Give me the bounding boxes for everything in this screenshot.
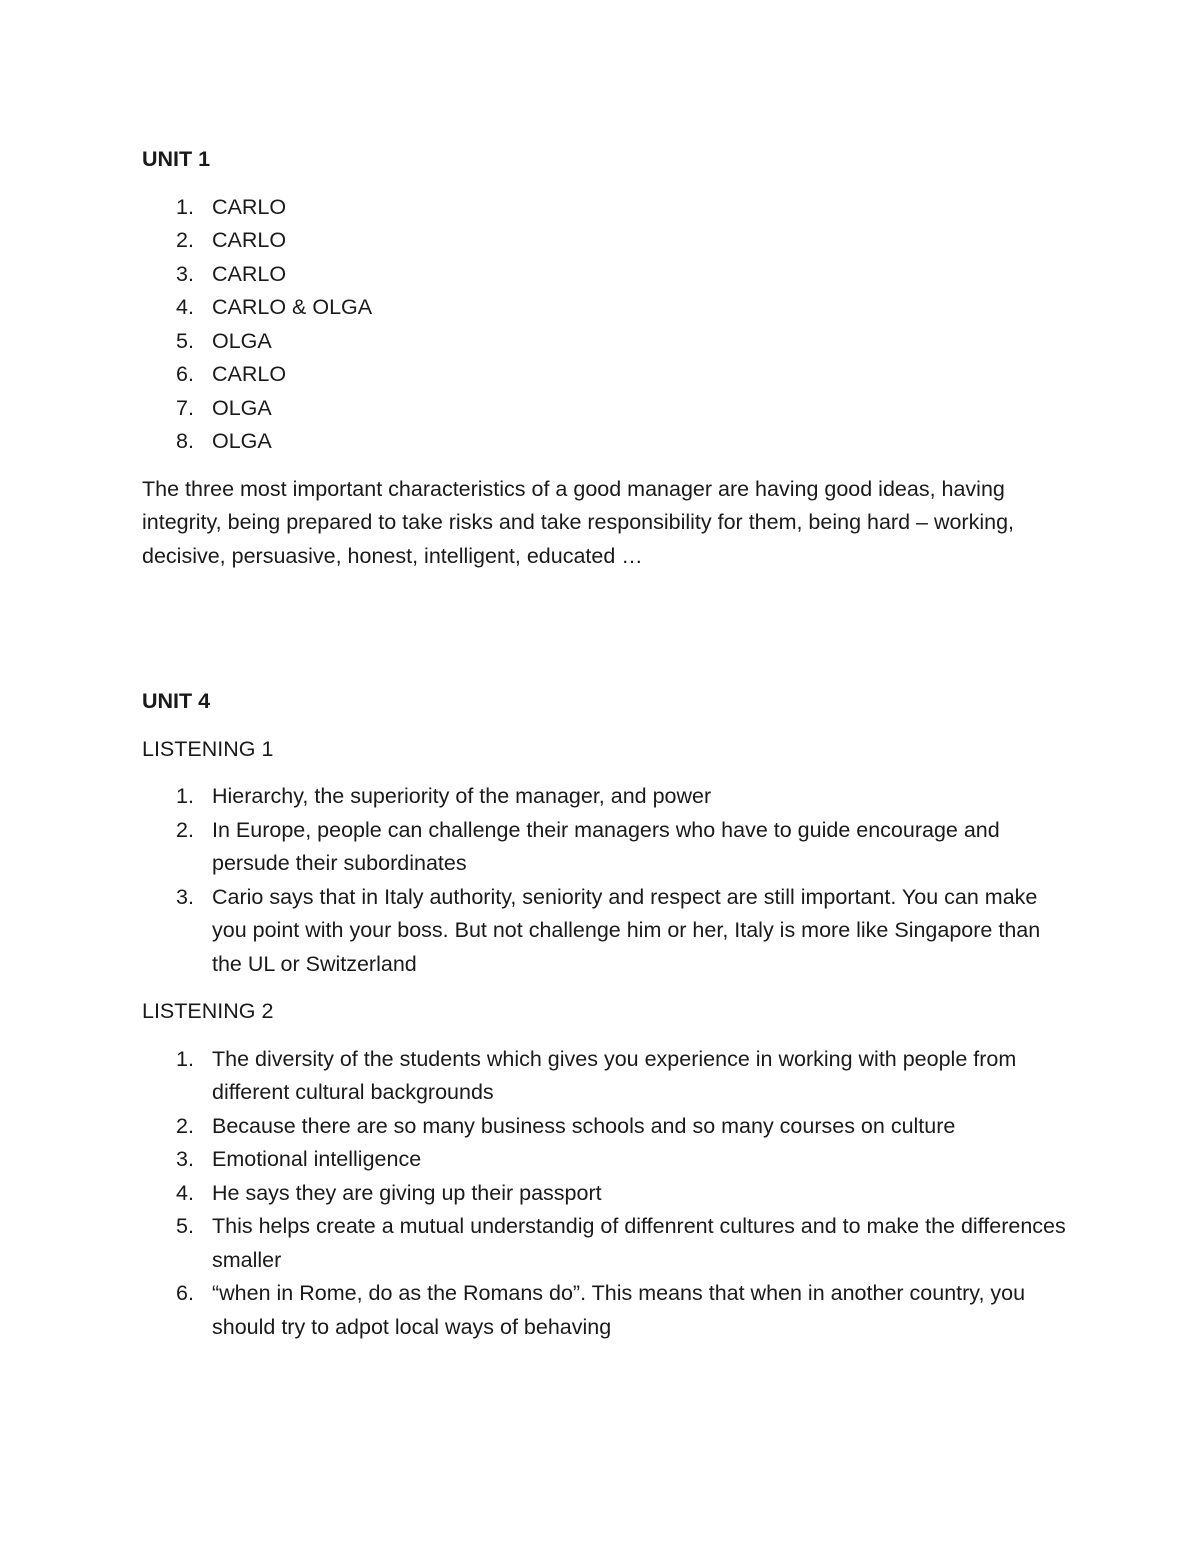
list-item	[142, 1210, 1072, 1277]
list-number: 6.	[176, 362, 194, 386]
list-item	[142, 258, 1072, 292]
list-text: “when in Rome, do as the Romans do”. This means that when in another country, you should try to adpot local ways of behaving	[212, 1281, 1026, 1339]
list-item	[142, 1110, 1072, 1144]
listening2-title: LISTENING 2	[142, 999, 274, 1023]
list-number: 2.	[176, 1113, 194, 1138]
list-item	[142, 291, 1072, 325]
list-text: CARLO	[212, 261, 287, 286]
list-item	[142, 425, 1072, 459]
list-number: 4.	[176, 295, 194, 319]
list-number: 3.	[176, 884, 194, 909]
list-text: Cario says that in Italy authority, seniority and respect are still important. You can make you point with your boss. But not challenge him or her, Italy is more like Singapore than the UL or Switzerland	[212, 884, 1041, 976]
list-item	[142, 881, 1072, 982]
list-text: Hierarchy, the superiority of the manager, and power	[212, 784, 712, 808]
list-item	[142, 1177, 1072, 1211]
list-item	[142, 1277, 1072, 1344]
list-item	[142, 780, 1072, 814]
list-text: CARLO	[212, 194, 287, 219]
document-content	[142, 143, 1072, 1344]
list-number: 7.	[176, 395, 194, 420]
list-number: 4.	[176, 1180, 194, 1205]
list-text: This helps create a mutual understandig of diffenrent cultures and to make the differences smaller	[212, 1214, 1066, 1272]
list-number: 1.	[176, 784, 194, 808]
list-number: 6.	[176, 1281, 194, 1305]
list-item	[142, 191, 1072, 225]
spacer	[142, 573, 1072, 685]
list-number: 5.	[176, 328, 194, 353]
list-number: 1.	[176, 1046, 194, 1071]
unit4-heading: UNIT 4	[142, 689, 211, 713]
list-text: CARLO	[212, 228, 287, 252]
list-text: Because there are so many business schools and so many courses on culture	[212, 1113, 956, 1138]
list-item	[142, 1143, 1072, 1177]
list-item	[142, 814, 1072, 881]
list-item	[142, 325, 1072, 359]
list-item	[142, 392, 1072, 426]
list-number: 2.	[176, 817, 194, 842]
list-number: 5.	[176, 1214, 194, 1238]
list-text: The diversity of the students which gives you experience in working with people from different cultural backgrounds	[212, 1046, 1017, 1104]
list-number: 3.	[176, 261, 194, 286]
list-number: 3.	[176, 1147, 194, 1171]
list-text: In Europe, people can challenge their managers who have to guide encourage and persude their subordinates	[212, 817, 1000, 875]
list-text: OLGA	[212, 395, 272, 420]
list-item	[142, 224, 1072, 258]
unit1-answer-list	[142, 191, 1072, 459]
list-text: OLGA	[212, 429, 272, 453]
list-item	[142, 1043, 1072, 1110]
list-number: 8.	[176, 429, 194, 453]
unit1-heading: UNIT 1	[142, 147, 211, 171]
list-text: CARLO & OLGA	[212, 295, 373, 319]
listening1-title: LISTENING 1	[142, 736, 274, 761]
listening2-list	[142, 1043, 1072, 1345]
list-text: He says they are giving up their passport	[212, 1180, 602, 1205]
list-text: Emotional intelligence	[212, 1147, 422, 1171]
list-number: 1.	[176, 194, 194, 219]
unit1-paragraph: The three most important characteristics of a good manager are having good ideas, having integrity, being prepared to take risks and take responsibility for them, being hard – working, decisive, persuasive, honest, intelligent, educated …	[142, 476, 1015, 568]
list-item	[142, 358, 1072, 392]
list-text: OLGA	[212, 328, 272, 353]
listening1-list	[142, 780, 1072, 981]
list-number: 2.	[176, 228, 194, 252]
list-text: CARLO	[212, 362, 287, 386]
